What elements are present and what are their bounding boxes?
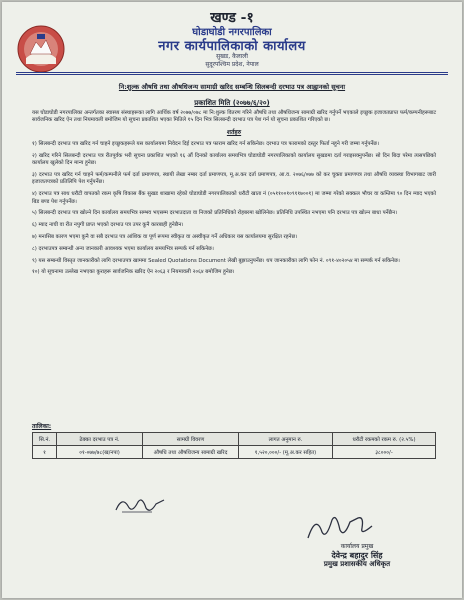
table-row bbox=[33, 446, 436, 459]
header-rule bbox=[16, 72, 448, 73]
signatory-title: कार्यालय प्रमुख bbox=[340, 543, 374, 550]
table-header-row bbox=[33, 433, 436, 446]
condition-item: ८) दरभाउपत्र सम्बन्धी अन्य जानकारी आवश्यक भएमा कार्यालय समयभित्र सम्पर्क गर्न सकिनेछ। bbox=[32, 245, 214, 252]
table-heading: तालिका: bbox=[32, 423, 52, 430]
condition-item: १०) यो सूचनामा उल्लेख नभएका कुराहरू सार्वजनिक खरिद ऐन २०६३ र नियमावली २०६४ बमोजिम हुनेछ। bbox=[32, 269, 235, 276]
condition-item: ३) दरभाउ पत्र खरिद गर्न चाहने फर्म/कम्पनीले फर्म दर्ता प्रमाणपत्र, स्थायी लेखा नम्बर दर्ता प्रमाणपत्र, मू.अ.कर दर्ता प्रमाणपत्र, आ.व. २०७६/०७७ को कर चुक्ता प्रमाणपत्र तथा औषधि व्यवस्था विभागबाट जारी इजाजतपत्रको प्रतिलिपि पेश गर्नुपर्नेछ। bbox=[32, 172, 436, 186]
table-cell: १,५२०,०००/- (मू.अ.कर सहित) bbox=[239, 446, 333, 459]
table-cell: ३८०००/- bbox=[333, 446, 436, 459]
condition-item: ५) सिलबन्दी दरभाउ पत्र खोल्ने दिन कार्यालय समयभित्र सम्भव भएसम्म दरभाउदाता वा निजको प्रतिनिधिको रोहबरमा खोलिनेछ। प्रतिनिधि उपस्थित नभएमा पनि दरभाउ पत्र खोल्न बाधा पर्नेछैन। bbox=[32, 210, 398, 217]
signatory-block bbox=[292, 542, 422, 569]
initials-signature-icon bbox=[112, 492, 172, 518]
notice-document bbox=[2, 2, 462, 598]
address-line2: सुदूरपश्चिम प्रदेश, नेपाल bbox=[205, 61, 259, 68]
condition-item: ४) दरभाउ पत्र साथ धरौटी वापतको रकम कृषि विकास बैंक सुखड शाखामा रहेको घोडाघोडी नगरपालिकाको धरौटी खाता नं (०५११००१०९११७००१) मा जम्मा गरेको सक्कल भौचर वा कम्तिमा ९० दिन म्याद भएको बिड बण्ड पेश गर्नुपर्नेछ। bbox=[32, 191, 436, 205]
table-cell: १ bbox=[33, 446, 57, 459]
column-header: सि.नं. bbox=[33, 433, 57, 446]
intro-paragraph: यस घोडाघोडी नगरपालिका अन्तर्गतका स्वास्थ्य संस्थाहरूका लागि आर्थिक वर्ष २०७७/०७८ मा नि:शुल्क वितरण गरिने औषधि तथा औषधिजन्य सामाग्री खरिद गर्नुपर्ने भएकाले इच्छुक इजाजतप्राप्त फर्म/कम्पनीहरूबाट सार्वजनिक खरिद ऐन तथा नियमावली बमोजिम यो सूचना प्रकाशित भएका मितिले १५ दिन भित्र सिलबन्दी दरभाउ पत्र पेश गर्न यो सूचना प्रकाशित गरिएको छ। bbox=[32, 110, 436, 124]
condition-item: २) खरिद गरिने सिलबन्दी दरभाउ पत्र रीतपूर्वक भरी सूचना प्रकाशित भएको १६ औं दिनको कार्यालय समयभित्र घोडाघोडी नगरपालिकाको कार्यालय सुखडमा दर्ता गराइसक्नुपर्नेछ। सो दिन बिदा परेमा त्यसपछिको कार्यालय खुलेको दिन मान्य हुनेछ। bbox=[32, 152, 436, 167]
header-rule bbox=[16, 74, 448, 75]
condition-item: १) सिलबन्दी दरभाउ पत्र खरिद गर्न चाहने इच्छुकहरूले यस कार्यालयमा निवेदन दिई दरभाउ पत्र फाराम खरिद गर्न सकिनेछ। दरभाउ पत्र फारामको दस्तुर फिर्ता नहुने गरी जम्मा गर्नुपर्नेछ। bbox=[32, 141, 380, 147]
condition-item: ६) म्याद नाघी वा रीत नपुगी प्राप्त भएको दरभाउ पत्र उपर कुनै कारबाही हुनेछैन। bbox=[32, 222, 184, 229]
table-cell: औषधि तथा औषधिजन्य सामाग्री खरिद bbox=[143, 446, 239, 459]
letterhead bbox=[2, 2, 462, 74]
table-cell: ०१-०७७/७८(ख/नपा) bbox=[57, 446, 143, 459]
office-name: नगर कार्यपालिकाको कार्यालय bbox=[158, 39, 306, 54]
column-header: सामग्री विवरण bbox=[143, 433, 239, 446]
section-number: खण्ड -१ bbox=[210, 10, 254, 26]
column-header: ठेक्का दरभाउ पत्र नं. bbox=[57, 433, 143, 446]
signatory-designation: प्रमुख प्रशासकीय अधिकृत bbox=[323, 560, 391, 568]
notice-title: नि:शुल्क औषधि तथा औषधिजन्य सामाग्री खरिद सम्बन्धि सिलबन्दी दरभाउ पत्र आह्वानको सूचना bbox=[118, 83, 346, 91]
column-header: लागत अनुमान रु. bbox=[239, 433, 333, 446]
address-line1: सुखड, कैलाली bbox=[216, 53, 248, 60]
published-date: प्रकाशित मिति (२०७७/६/२०) bbox=[194, 99, 270, 107]
conditions-heading: शर्तहरु bbox=[226, 129, 242, 137]
notice-body bbox=[32, 110, 436, 281]
municipality-name: घोडाघोडी नगरपालिका bbox=[192, 27, 272, 38]
column-header: धरौटी रकमको रकम रु. (२.५%) bbox=[333, 433, 436, 446]
official-signature-icon bbox=[302, 508, 382, 544]
items-table bbox=[32, 432, 436, 459]
signatory-name: देवेन्द्र बहादुर सिंह bbox=[331, 551, 383, 560]
condition-item: ७) मनासिब कारण भएमा कुनै वा सबै दरभाउ पत्र आंशिक वा पूर्ण रूपमा स्वीकृत वा अस्वीकृत गर्ने अधिकार यस कार्यालयमा सुरक्षित रहनेछ। bbox=[32, 234, 298, 240]
condition-item: ९) यस सम्बन्धी विस्तृत जानकारीको लागि दरभाउपत्र खाममा Sealed Quotations Document लेखी बुझाउनुपर्नेछ। थप जानकारीका लागि फोन नं. ०९१-४०२०५४ मा सम्पर्क गर्न सकिनेछ। bbox=[32, 257, 400, 264]
